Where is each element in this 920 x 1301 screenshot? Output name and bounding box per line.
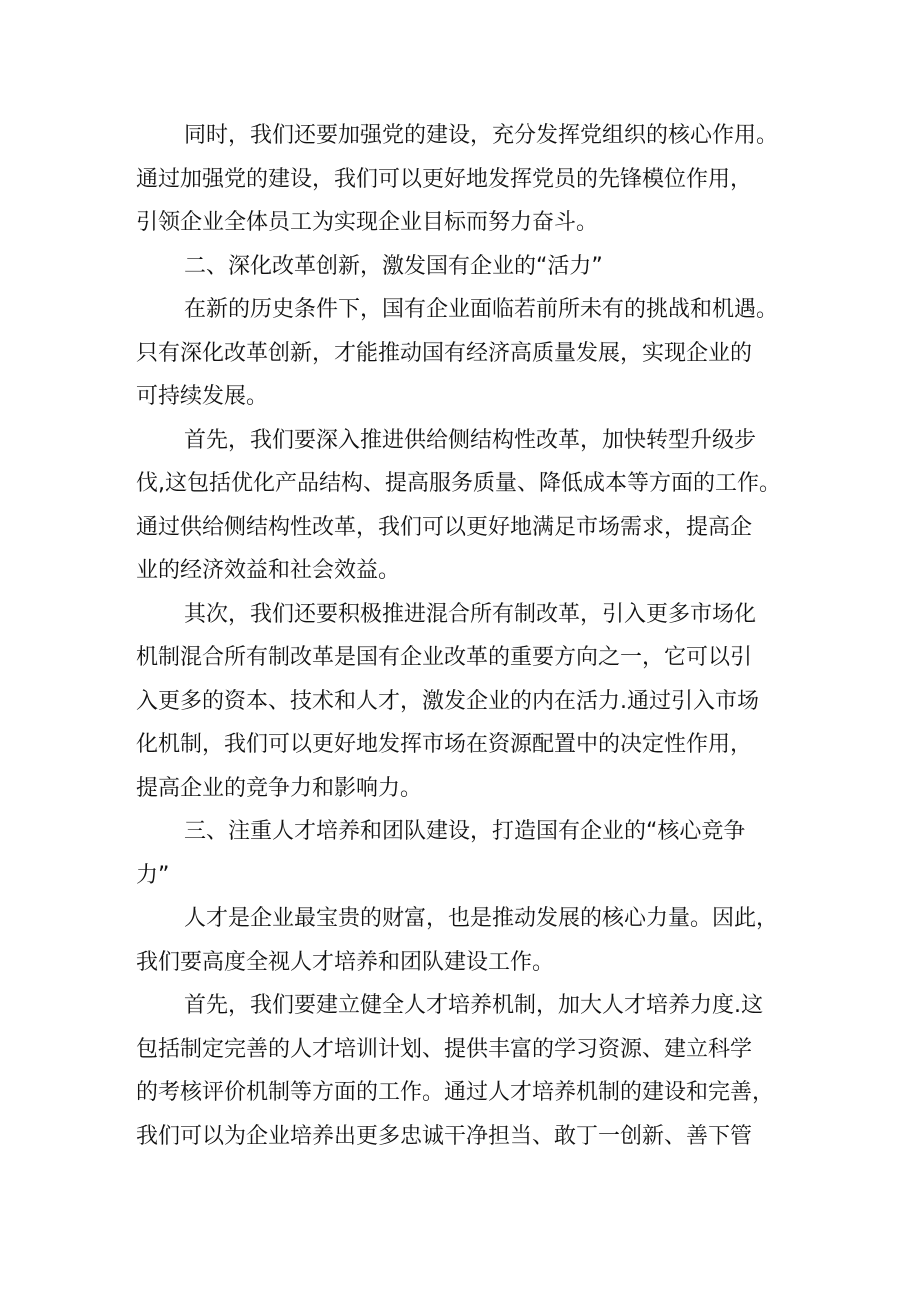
paragraph-text: 我们可以为企业培养出更多忠诚干净担当、敢丁一创新、善下管 (136, 1124, 753, 1149)
paragraph-text: 在新的历史条件下，国有企业面临若前所未有的挑战和机遇。 (184, 297, 779, 322)
paragraph-text: 其次，我们还要积极推进混合所有制改革，引入更多市场化 (184, 602, 757, 627)
paragraph-text: 业的经济效益和社会效益。 (136, 558, 401, 583)
paragraph-text: 人才是企业最宝贵的财富，也是推动发展的核心力量。因此， (184, 906, 779, 931)
paragraph-text: 机制混合所有制改革是国有企业改革的重要方向之一，它可以引 (136, 645, 753, 670)
paragraph-text: 可持续发展。 (136, 384, 269, 409)
heading-text: 三、注重人才培养和团队建设，打造国有企业的“核心竞争 (184, 819, 746, 844)
paragraph-text: 同时，我们还要加强党的建设，充分发挥党组织的核心作用。 (184, 123, 779, 148)
paragraph-text: 首先，我们要深入推进供给侧结构性改革，加快转型升级步 (184, 428, 757, 453)
paragraph-text: 入更多的资本、技术和人才，激发企业的内在活力.通过引入市场 (136, 689, 759, 714)
paragraph-text: 我们要高度全视人才培养和团队建设工作。 (136, 950, 555, 975)
paragraph-text: 伐,这包括优化产品结构、提高服务质量、降低成本等方面的工作。 (136, 471, 781, 496)
paragraph-text: 提高企业的竞争力和影响力。 (136, 776, 423, 801)
paragraph-text: 只有深化改革创新，才能推动国有经济高质量发展，实现企业的 (136, 341, 753, 366)
paragraph-text: 首先，我们要建立健全人才培养机制，加大人才培养力度.这 (184, 993, 763, 1018)
paragraph-text: 包括制定完善的人才培训计划、提供丰富的学习资源、建立科学 (136, 1037, 753, 1062)
paragraph-text: 化机制，我们可以更好地发挥市场在资源配置中的决定性作用， (136, 732, 753, 757)
paragraph-text: 引领企业全体员工为实现企业目标而努力奋斗。 (136, 210, 599, 235)
paragraph-text: 通过供给侧结构性改革，我们可以更好地满足市场需求，提高企 (136, 515, 753, 540)
paragraph-text: 通过加强党的建设，我们可以更好地发挥党员的先锋模位作用， (136, 167, 753, 192)
heading-text: 二、深化改革创新，激发国有企业的“活力” (184, 254, 603, 279)
paragraph-text: 的考核评价机制等方面的工作。通过人才培养机制的建设和完善， (136, 1080, 775, 1105)
heading-text: 力” (136, 863, 170, 888)
